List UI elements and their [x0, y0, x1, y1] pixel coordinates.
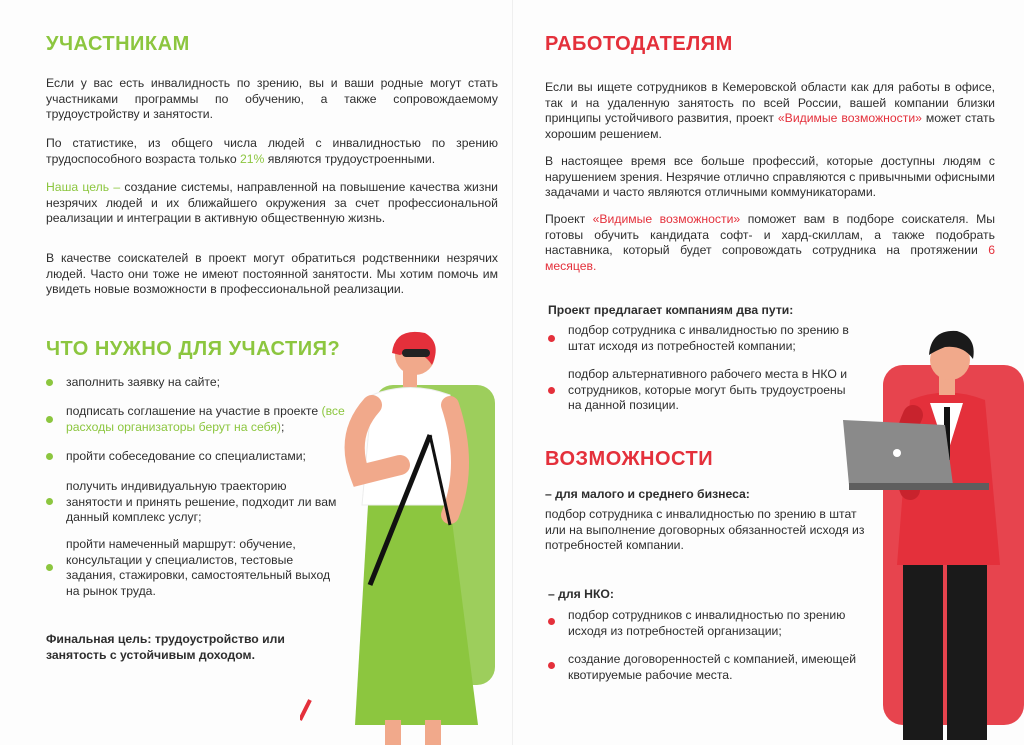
bullet-icon	[548, 387, 555, 394]
man-with-laptop-illustration	[835, 325, 1024, 745]
nko-item-1: подбор сотрудников с инвалидностью по зрению исходя из потребностей организации;	[548, 608, 883, 639]
bullet-icon	[46, 498, 53, 505]
project-name: «Видимые возможности»	[592, 212, 741, 226]
way-item-2: подбор альтернативного рабочего места в НКО и сотрудников, которые могут быть трудоустроены на данной позиции.	[548, 367, 848, 414]
business-text: подбор сотрудника с инвалидностью по зрению в штат или на выполнение договорных обязанностей исходя из потребностей компании.	[545, 507, 865, 552]
nko-title: – для НКО:	[548, 587, 614, 601]
requirement-item-3: пройти собеседование со специалистами;	[46, 449, 346, 465]
relatives-paragraph: В качестве соискателей в проект могут обратиться родственники незрячих людей. Часто они тоже не имеют постоянной занятости. Мы хотим помочь им увидеть новые возможности в профессиональной реализации.	[46, 251, 498, 296]
way-item-1: подбор сотрудника с инвалидностью по зрению в штат исходя из потребностей компании;	[548, 323, 878, 354]
heading-opportunities: ВОЗМОЖНОСТИ	[545, 448, 714, 470]
bullet-icon	[548, 662, 555, 669]
bullet-icon	[46, 379, 53, 386]
bullet-icon	[548, 335, 555, 342]
mentoring-duration: 6 месяцев.	[545, 243, 995, 273]
bullet-icon	[46, 453, 53, 460]
heading-requirements: ЧТО НУЖНО ДЛЯ УЧАСТИЯ?	[46, 338, 341, 360]
heading-employers: РАБОТОДАТЕЛЯМ	[545, 33, 733, 55]
requirement-item-5: пройти намеченный маршрут: обучение, консультации у специалистов, тестовые задания, стажировки, самостоятельный выход на рынок труда.	[46, 537, 331, 599]
professions-paragraph: В настоящее время все больше профессий, которые доступны людям с нарушением зрения. Незрячие отлично справляются с привычными офисными задачами и часто являются отличными коммуникаторами.	[545, 154, 995, 199]
requirement-item-4: получить индивидуальную траекторию занятости и принять решение, подходит ли вам данный комплекс услуг;	[46, 479, 346, 526]
statistics-percent: 21%	[240, 151, 265, 166]
nko-item-2: создание договоренностей с компанией, имеющей квотируемые рабочие места.	[548, 652, 858, 683]
statistics-text: По статистике, из общего числа людей с инвалидностью по зрению трудоспособного возраста только	[46, 136, 498, 166]
ways-title: Проект предлагает компаниям два пути:	[548, 303, 794, 317]
goal-paragraph	[46, 180, 498, 227]
heading-participants: УЧАСТНИКАМ	[46, 33, 190, 55]
goal-label: Наша цель –	[46, 180, 125, 194]
participants-intro: Если у вас есть инвалидность по зрению, вы и ваши родные могут стать участниками программы по обучению, а также сопровождаемому трудоустройству и занятости.	[46, 76, 498, 121]
employers-intro: Если вы ищете сотрудников в Кемеровской области как для работы в офисе, так и на удаленную занятость по всей России, вашей компании близки принципы устойчивого развития, проект «Видимые возможности» может стать хорошим решением.	[545, 80, 995, 141]
project-help-paragraph: Проект «Видимые возможности» поможет вам в подборе соискателя. Мы готовы обучить кандидата софт- и хард-скиллам, а также подобрать наставника, который будет сопровождать сотрудника на протяжении 6 месяцев.	[545, 212, 995, 273]
requirement-item-2: подписать соглашение на участие в проекте (все расходы организаторы берут на себя);	[46, 404, 351, 435]
requirement-item-1: заполнить заявку на сайте;	[46, 375, 346, 391]
woman-with-cane-illustration	[300, 325, 525, 745]
final-goal: Финальная цель: трудоустройство или занятость с устойчивым доходом.	[46, 632, 285, 662]
business-title: – для малого и среднего бизнеса:	[545, 487, 750, 501]
goal-text: создание системы, направленной на повышение качества жизни незрячих людей и их ближайшего окружения за счет профессиональной реализации и интеграции в активную общественную жизнь.	[46, 180, 498, 225]
statistics-text-end: являются трудоустроенными.	[264, 151, 436, 166]
bullet-icon	[46, 416, 53, 423]
statistics-paragraph	[46, 136, 498, 167]
bullet-icon	[46, 564, 53, 571]
bullet-icon	[548, 618, 555, 625]
project-name: «Видимые возможности»	[777, 111, 922, 125]
